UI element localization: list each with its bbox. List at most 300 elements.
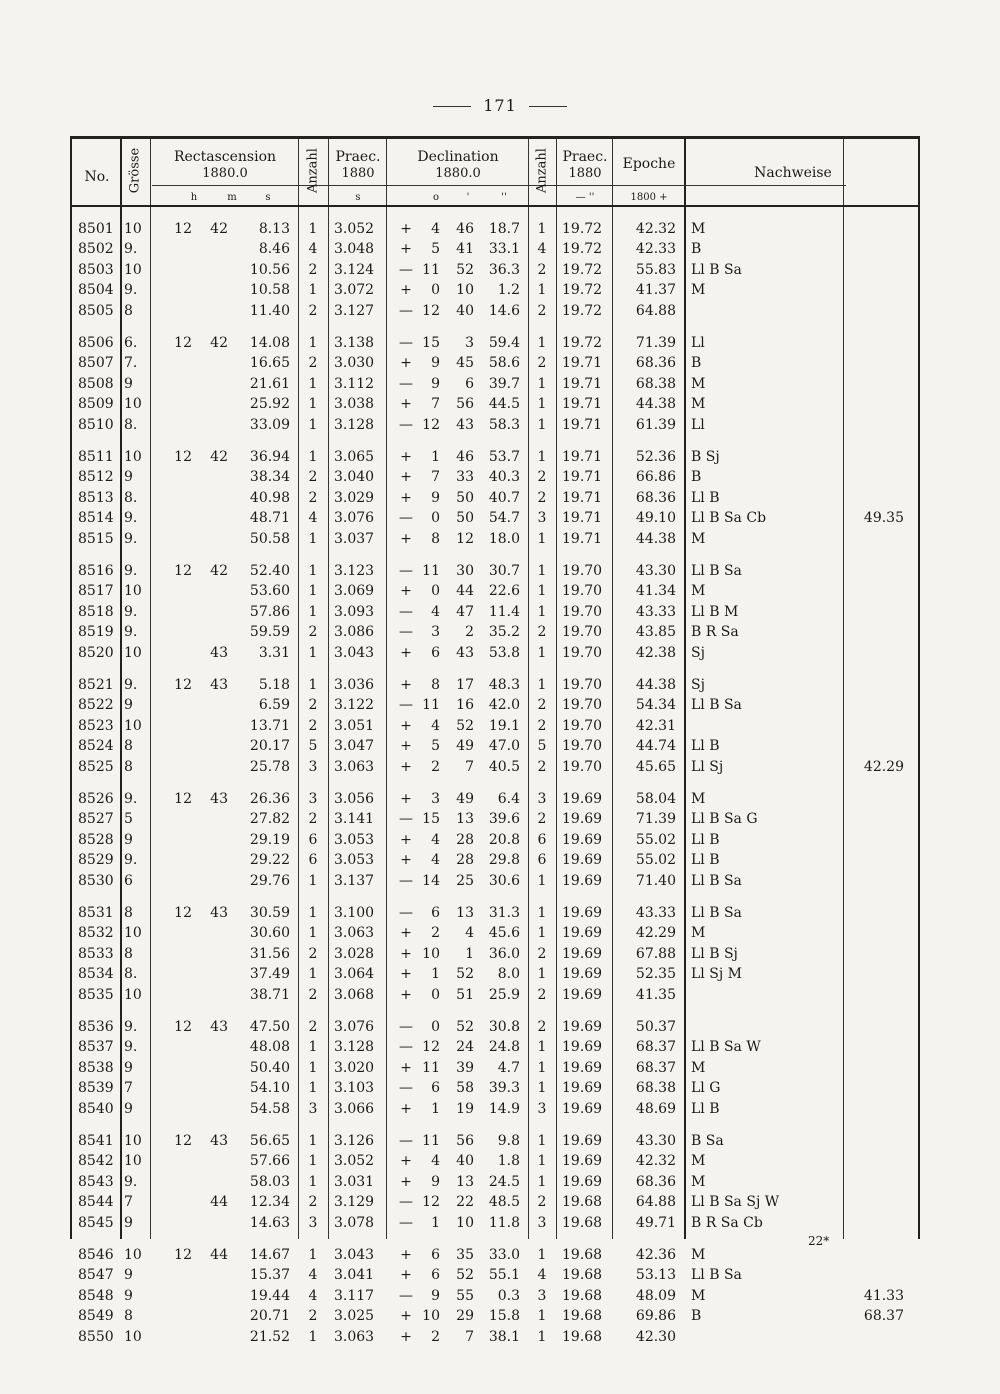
- row-decl-seconds: 33.1: [488, 241, 520, 258]
- row-number: 8508: [78, 375, 114, 392]
- row-decl-minutes: 52: [456, 261, 474, 278]
- row-count-decl: 1: [537, 925, 547, 942]
- row-decl-minutes: 7: [465, 758, 474, 775]
- header-decl-deg: o: [432, 192, 440, 203]
- row-decl-minutes: 51: [456, 986, 474, 1003]
- dash-left: [433, 106, 471, 107]
- signature-mark: 22*: [808, 1234, 830, 1248]
- row-decl-degrees: 9: [431, 1173, 440, 1190]
- row-epoch: 68.36: [635, 489, 676, 506]
- row-number: 8516: [78, 563, 114, 579]
- row-epoch: 71.40: [635, 872, 676, 889]
- row-magnitude: 9.: [124, 282, 138, 299]
- row-count-decl: 1: [537, 1173, 547, 1190]
- row-magnitude: 7: [124, 1194, 133, 1211]
- row-precession-ra: 3.076: [334, 510, 375, 527]
- row-count-ra: 2: [308, 697, 318, 714]
- row-count-decl: 3: [537, 510, 547, 527]
- row-count-decl: 2: [537, 945, 547, 962]
- row-decl-minutes: 16: [456, 697, 474, 714]
- table-row: [72, 697, 918, 715]
- row-number: 8532: [78, 925, 114, 942]
- row-decl-sign: +: [400, 1153, 412, 1170]
- row-decl-sign: +: [400, 221, 412, 237]
- row-decl-minutes: 40: [456, 1153, 474, 1170]
- header-praec-2: Praec.: [562, 149, 608, 165]
- row-precession-decl: 19.69: [562, 945, 603, 962]
- row-ra-seconds: 21.61: [249, 375, 290, 392]
- row-precession-decl: 19.70: [562, 603, 603, 620]
- row-references: M: [691, 1287, 706, 1304]
- row-ra-seconds: 54.58: [249, 1100, 290, 1117]
- row-epoch: 49.10: [635, 510, 676, 527]
- row-decl-seconds: 29.8: [488, 852, 520, 869]
- row-decl-seconds: 33.0: [488, 1247, 520, 1263]
- row-ra-seconds: 15.37: [249, 1267, 290, 1284]
- row-epoch: 44.38: [635, 396, 676, 413]
- row-decl-seconds: 58.3: [488, 416, 520, 433]
- table-row: [72, 873, 918, 891]
- row-decl-seconds: 14.6: [488, 302, 520, 319]
- row-epoch: 55.02: [635, 852, 676, 869]
- row-precession-decl: 19.69: [562, 905, 603, 921]
- row-epoch: 48.69: [635, 1100, 676, 1117]
- row-epoch: 42.31: [635, 717, 676, 734]
- row-precession-decl: 19.71: [562, 355, 603, 372]
- row-references: Ll Sj: [691, 758, 724, 775]
- row-count-decl: 2: [537, 624, 547, 641]
- row-ra-seconds: 14.63: [249, 1214, 290, 1231]
- row-count-decl: 1: [537, 1308, 547, 1325]
- row-ra-seconds: 59.59: [249, 624, 290, 641]
- row-precession-ra: 3.052: [334, 221, 375, 237]
- row-references: Ll B Sa: [691, 872, 742, 889]
- row-number: 8542: [78, 1153, 114, 1170]
- table-row: [72, 469, 918, 487]
- row-decl-degrees: 6: [431, 1267, 440, 1284]
- row-ra-seconds: 33.09: [249, 416, 290, 433]
- row-precession-decl: 19.72: [562, 261, 603, 278]
- row-decl-seconds: 30.7: [488, 563, 520, 579]
- row-decl-degrees: 10: [422, 945, 440, 962]
- row-epoch: 42.30: [635, 1328, 676, 1345]
- header-ra-m: m: [227, 192, 237, 203]
- header-praec-1: Praec.: [335, 149, 381, 165]
- row-magnitude: 10: [124, 925, 142, 942]
- row-decl-sign: +: [400, 677, 412, 693]
- row-count-ra: 5: [308, 738, 318, 755]
- dash-right: [529, 106, 567, 107]
- row-count-ra: 1: [308, 872, 318, 889]
- row-ra-hours: 12: [174, 1247, 192, 1263]
- row-precession-decl: 19.72: [562, 302, 603, 319]
- row-decl-sign: +: [400, 966, 412, 983]
- row-precession-decl: 19.68: [562, 1308, 603, 1325]
- table-row: [72, 583, 918, 601]
- row-magnitude: 9.: [124, 1019, 138, 1035]
- row-decl-sign: —: [399, 510, 413, 527]
- table-row: [72, 221, 918, 239]
- row-references: Ll B M: [691, 603, 739, 620]
- row-references: B: [691, 241, 702, 258]
- row-decl-minutes: 43: [456, 416, 474, 433]
- row-precession-decl: 19.71: [562, 510, 603, 527]
- row-decl-sign: +: [400, 831, 412, 848]
- row-decl-minutes: 49: [456, 791, 474, 807]
- row-decl-minutes: 52: [456, 1267, 474, 1284]
- row-ra-seconds: 20.71: [249, 1308, 290, 1325]
- row-number: 8528: [78, 831, 114, 848]
- row-magnitude: 9: [124, 831, 133, 848]
- row-references: Ll B Sa: [691, 697, 742, 714]
- row-precession-ra: 3.065: [334, 449, 375, 465]
- row-decl-seconds: 18.0: [488, 530, 520, 547]
- row-decl-seconds: 24.8: [488, 1039, 520, 1056]
- row-ra-seconds: 48.08: [249, 1039, 290, 1056]
- row-magnitude: 10: [124, 986, 142, 1003]
- row-decl-sign: —: [399, 563, 413, 579]
- row-decl-sign: —: [399, 1194, 413, 1211]
- row-count-ra: 2: [308, 1019, 318, 1035]
- row-precession-decl: 19.69: [562, 986, 603, 1003]
- row-ra-seconds: 16.65: [249, 355, 290, 372]
- header-epoche: Epoche: [622, 156, 676, 172]
- row-precession-decl: 19.71: [562, 489, 603, 506]
- row-references: M: [691, 282, 706, 299]
- table-row: [72, 490, 918, 508]
- row-decl-degrees: 5: [431, 241, 440, 258]
- row-precession-ra: 3.052: [334, 1153, 375, 1170]
- row-number: 8515: [78, 530, 114, 547]
- row-count-ra: 4: [308, 510, 318, 527]
- row-decl-degrees: 9: [431, 1287, 440, 1304]
- row-decl-minutes: 50: [456, 510, 474, 527]
- row-decl-minutes: 22: [456, 1194, 474, 1211]
- row-magnitude: 9.: [124, 510, 138, 527]
- table-row: [72, 241, 918, 259]
- row-magnitude: 9.: [124, 241, 138, 258]
- subheader-rule: [152, 185, 846, 186]
- row-decl-sign: +: [400, 469, 412, 486]
- row-number: 8525: [78, 758, 114, 775]
- row-references: Ll B Sj: [691, 945, 738, 962]
- row-precession-ra: 3.047: [334, 738, 375, 755]
- row-decl-seconds: 53.8: [488, 644, 520, 661]
- row-magnitude: 8.: [124, 489, 138, 506]
- row-references: Ll G: [691, 1080, 721, 1097]
- row-epoch: 58.04: [635, 791, 676, 807]
- row-references: Ll B Sa: [691, 1267, 742, 1284]
- table-row: [72, 905, 918, 923]
- row-decl-degrees: 7: [431, 469, 440, 486]
- row-count-ra: 2: [308, 489, 318, 506]
- row-count-decl: 1: [537, 677, 547, 693]
- row-count-decl: 1: [537, 449, 547, 465]
- row-ra-seconds: 29.76: [249, 872, 290, 889]
- row-number: 8529: [78, 852, 114, 869]
- row-decl-minutes: 47: [456, 603, 474, 620]
- row-magnitude: 9.: [124, 624, 138, 641]
- row-references: M: [691, 396, 706, 413]
- row-ra-hours: 12: [174, 563, 192, 579]
- row-decl-sign: +: [400, 241, 412, 258]
- row-decl-sign: —: [399, 1039, 413, 1056]
- row-references: Ll B Sa Sj W: [691, 1194, 780, 1211]
- row-decl-seconds: 20.8: [488, 831, 520, 848]
- row-decl-degrees: 5: [431, 738, 440, 755]
- row-magnitude: 9.: [124, 603, 138, 620]
- row-number: 8511: [78, 449, 114, 465]
- row-decl-sign: —: [399, 872, 413, 889]
- row-precession-ra: 3.043: [334, 644, 375, 661]
- row-number: 8501: [78, 221, 114, 237]
- row-decl-minutes: 58: [456, 1080, 474, 1097]
- row-precession-ra: 3.029: [334, 489, 375, 506]
- row-precession-ra: 3.138: [334, 335, 375, 351]
- table-row: [72, 946, 918, 964]
- row-ra-seconds: 38.34: [249, 469, 290, 486]
- row-number: 8524: [78, 738, 114, 755]
- row-precession-ra: 3.053: [334, 831, 375, 848]
- row-decl-degrees: 1: [431, 1100, 440, 1117]
- row-decl-degrees: 4: [431, 221, 440, 237]
- row-decl-minutes: 17: [456, 677, 474, 693]
- row-epoch: 43.30: [635, 563, 676, 579]
- table-row: [72, 1039, 918, 1057]
- row-count-ra: 1: [308, 1328, 318, 1345]
- row-precession-decl: 19.70: [562, 563, 603, 579]
- header-praec-1-year: 1880: [341, 166, 375, 181]
- row-decl-seconds: 15.8: [488, 1308, 520, 1325]
- table-row: [72, 1174, 918, 1192]
- row-precession-ra: 3.128: [334, 416, 375, 433]
- row-count-decl: 2: [537, 261, 547, 278]
- row-decl-minutes: 10: [456, 1214, 474, 1231]
- row-count-ra: 1: [308, 221, 318, 237]
- row-count-decl: 4: [537, 1267, 547, 1284]
- row-count-decl: 1: [537, 416, 547, 433]
- row-decl-sign: +: [400, 738, 412, 755]
- row-count-ra: 3: [308, 791, 318, 807]
- row-count-ra: 4: [308, 241, 318, 258]
- row-decl-sign: —: [399, 624, 413, 641]
- row-precession-ra: 3.124: [334, 261, 375, 278]
- row-precession-ra: 3.123: [334, 563, 375, 579]
- row-decl-minutes: 39: [456, 1059, 474, 1076]
- row-decl-degrees: 10: [422, 1308, 440, 1325]
- row-decl-degrees: 0: [431, 282, 440, 299]
- header-no: No.: [84, 169, 110, 185]
- row-ra-seconds: 57.66: [249, 1153, 290, 1170]
- row-precession-ra: 3.063: [334, 925, 375, 942]
- row-decl-degrees: 1: [431, 449, 440, 465]
- row-ra-seconds: 8.46: [258, 241, 290, 258]
- row-epoch: 41.35: [635, 986, 676, 1003]
- row-count-ra: 3: [308, 1100, 318, 1117]
- row-decl-degrees: 4: [431, 852, 440, 869]
- table-row: [72, 1194, 918, 1212]
- table-row: [72, 966, 918, 984]
- row-precession-decl: 19.70: [562, 583, 603, 600]
- header-declination: Declination: [417, 149, 499, 165]
- row-ra-seconds: 50.40: [249, 1059, 290, 1076]
- row-decl-degrees: 0: [431, 986, 440, 1003]
- row-precession-decl: 19.69: [562, 852, 603, 869]
- row-ra-seconds: 54.10: [249, 1080, 290, 1097]
- row-count-ra: 1: [308, 530, 318, 547]
- row-decl-minutes: 13: [456, 905, 474, 921]
- row-precession-ra: 3.051: [334, 717, 375, 734]
- row-decl-minutes: 1: [465, 945, 474, 962]
- row-count-decl: 2: [537, 1019, 547, 1035]
- row-decl-seconds: 11.4: [488, 603, 520, 620]
- table-row: [72, 1215, 918, 1233]
- row-precession-ra: 3.103: [334, 1080, 375, 1097]
- row-count-decl: 6: [537, 852, 547, 869]
- row-number: 8541: [78, 1133, 114, 1149]
- row-decl-degrees: 15: [422, 811, 440, 828]
- row-decl-minutes: 41: [456, 241, 474, 258]
- row-decl-degrees: 11: [422, 261, 440, 278]
- row-precession-decl: 19.71: [562, 530, 603, 547]
- row-ra-hours: 12: [174, 1133, 192, 1149]
- row-decl-minutes: 43: [456, 644, 474, 661]
- row-precession-ra: 3.078: [334, 1214, 375, 1231]
- table-row: [72, 852, 918, 870]
- row-decl-seconds: 30.6: [488, 872, 520, 889]
- row-precession-ra: 3.064: [334, 966, 375, 983]
- row-precession-decl: 19.71: [562, 396, 603, 413]
- row-ra-seconds: 20.17: [249, 738, 290, 755]
- row-decl-sign: —: [399, 1080, 413, 1097]
- table-row: [72, 925, 918, 943]
- row-references: B Sj: [691, 449, 720, 465]
- row-count-decl: 1: [537, 872, 547, 889]
- table-row: [72, 1153, 918, 1171]
- row-number: 8519: [78, 624, 114, 641]
- row-ra-hours: 12: [174, 1019, 192, 1035]
- row-count-decl: 2: [537, 758, 547, 775]
- row-decl-seconds: 0.3: [497, 1287, 520, 1304]
- row-count-decl: 2: [537, 355, 547, 372]
- row-references: Ll B: [691, 831, 720, 848]
- row-ra-seconds: 8.13: [258, 221, 290, 237]
- row-magnitude: 9: [124, 1287, 133, 1304]
- row-decl-seconds: 47.0: [488, 738, 520, 755]
- row-precession-ra: 3.117: [334, 1287, 375, 1304]
- table-row: [72, 811, 918, 829]
- row-precession-ra: 3.093: [334, 603, 375, 620]
- row-precession-ra: 3.072: [334, 282, 375, 299]
- row-count-ra: 2: [308, 302, 318, 319]
- row-number: 8514: [78, 510, 114, 527]
- row-decl-sign: +: [400, 489, 412, 506]
- table-row: [72, 1329, 918, 1347]
- row-count-decl: 1: [537, 335, 547, 351]
- row-magnitude: 9: [124, 1214, 133, 1231]
- row-decl-minutes: 49: [456, 738, 474, 755]
- row-decl-minutes: 56: [456, 1133, 474, 1149]
- row-ra-seconds: 14.67: [249, 1247, 290, 1263]
- row-ra-hours: 12: [174, 221, 192, 237]
- row-count-decl: 3: [537, 1287, 547, 1304]
- row-ra-minutes: 42: [210, 449, 228, 465]
- row-number: 8520: [78, 644, 114, 661]
- row-decl-degrees: 4: [431, 603, 440, 620]
- row-decl-seconds: 22.6: [488, 583, 520, 600]
- row-decl-sign: +: [400, 644, 412, 661]
- row-count-ra: 4: [308, 1287, 318, 1304]
- row-decl-seconds: 25.9: [488, 986, 520, 1003]
- row-decl-sign: +: [400, 717, 412, 734]
- row-count-decl: 6: [537, 831, 547, 848]
- table-row: [72, 1247, 918, 1265]
- row-decl-seconds: 1.8: [497, 1153, 520, 1170]
- row-decl-seconds: 40.7: [488, 489, 520, 506]
- row-number: 8507: [78, 355, 114, 372]
- row-count-decl: 1: [537, 644, 547, 661]
- row-decl-sign: +: [400, 1267, 412, 1284]
- table-row: [72, 1308, 918, 1326]
- row-precession-ra: 3.031: [334, 1173, 375, 1190]
- row-decl-seconds: 24.5: [488, 1173, 520, 1190]
- row-references: B: [691, 469, 702, 486]
- row-references: Ll B: [691, 738, 720, 755]
- row-ra-seconds: 30.59: [249, 905, 290, 921]
- row-precession-decl: 19.70: [562, 717, 603, 734]
- row-number: 8530: [78, 872, 114, 889]
- row-references: Ll B: [691, 852, 720, 869]
- row-epoch: 64.88: [635, 1194, 676, 1211]
- row-count-ra: 1: [308, 563, 318, 579]
- row-precession-ra: 3.128: [334, 1039, 375, 1056]
- row-decl-sign: —: [399, 697, 413, 714]
- row-ra-seconds: 26.36: [249, 791, 290, 807]
- row-decl-sign: —: [399, 261, 413, 278]
- row-number: 8526: [78, 791, 114, 807]
- row-decl-sign: +: [400, 1328, 412, 1345]
- row-extra-epoch: 42.29: [863, 758, 904, 775]
- row-precession-decl: 19.69: [562, 1080, 603, 1097]
- row-number: 8523: [78, 717, 114, 734]
- row-magnitude: 9.: [124, 530, 138, 547]
- row-decl-seconds: 35.2: [488, 624, 520, 641]
- row-precession-decl: 19.68: [562, 1194, 603, 1211]
- row-magnitude: 8: [124, 945, 133, 962]
- row-ra-seconds: 50.58: [249, 530, 290, 547]
- row-count-decl: 1: [537, 1059, 547, 1076]
- row-count-decl: 3: [537, 791, 547, 807]
- row-decl-minutes: 45: [456, 355, 474, 372]
- row-epoch: 42.32: [635, 1153, 676, 1170]
- row-references: B R Sa: [691, 624, 739, 641]
- row-magnitude: 8: [124, 758, 133, 775]
- row-ra-minutes: 42: [210, 563, 228, 579]
- row-decl-degrees: 14: [422, 872, 440, 889]
- row-epoch: 71.39: [635, 811, 676, 828]
- row-decl-seconds: 31.3: [488, 905, 520, 921]
- row-decl-seconds: 59.4: [488, 335, 520, 351]
- header-anzahl-1: Anzahl: [305, 148, 321, 193]
- header-anzahl-2: Anzahl: [534, 148, 550, 193]
- table-row: [72, 1101, 918, 1119]
- row-epoch: 53.13: [635, 1267, 676, 1284]
- row-ra-seconds: 6.59: [258, 697, 290, 714]
- row-count-decl: 1: [537, 396, 547, 413]
- row-epoch: 66.86: [635, 469, 676, 486]
- row-ra-seconds: 27.82: [249, 811, 290, 828]
- row-precession-decl: 19.70: [562, 758, 603, 775]
